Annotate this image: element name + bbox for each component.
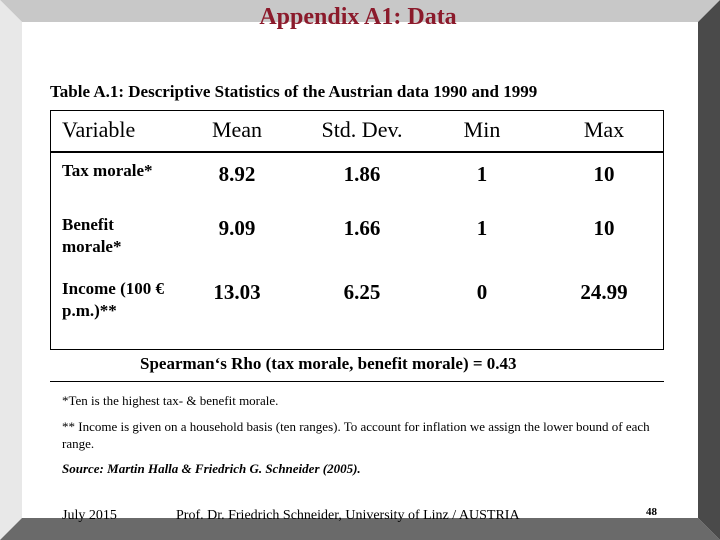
row-mean: 8.92 xyxy=(218,162,256,186)
header-max: Max xyxy=(583,117,625,142)
row-min: 0 xyxy=(476,280,488,304)
row-std-dev: 1.86 xyxy=(343,162,381,186)
row-max: 24.99 xyxy=(580,280,628,304)
footer-date: July 2015 xyxy=(62,508,117,523)
header-variable: Variable xyxy=(62,117,136,142)
row-variable: Tax morale* xyxy=(62,161,153,180)
footnote-income: ** Income is given on a household basis (ten ranges). To account for inflation we assign the lower bound of each range. xyxy=(62,419,650,451)
row-min: 1 xyxy=(476,162,488,186)
header-std-dev: Std. Dev. xyxy=(321,117,403,142)
notes-rule xyxy=(50,381,664,382)
header-mean: Mean xyxy=(211,117,263,142)
page-number: 48 xyxy=(646,506,657,518)
frame-bevel-left xyxy=(0,0,22,540)
spearman-rho: Spearman‘s Rho (tax morale, benefit morale) = 0.43 xyxy=(140,354,517,373)
table-caption: Table A.1: Descriptive Statistics of the Austrian data 1990 and 1999 xyxy=(50,82,538,101)
row-mean: 9.09 xyxy=(218,216,256,240)
header-min: Min xyxy=(463,117,501,142)
frame-bevel-right xyxy=(698,0,720,540)
row-std-dev: 6.25 xyxy=(343,280,381,304)
row-max: 10 xyxy=(593,162,615,186)
row-max: 10 xyxy=(593,216,615,240)
header-rule xyxy=(50,151,664,153)
footer-author: Prof. Dr. Friedrich Schneider, University of Linz / AUSTRIA xyxy=(176,508,520,523)
row-variable: Income (100 € p.m.)** xyxy=(62,279,164,320)
footnote-tax-morale: *Ten is the highest tax- & benefit morale. xyxy=(62,393,279,408)
row-variable: Benefit morale* xyxy=(62,215,122,256)
row-min: 1 xyxy=(476,216,488,240)
source-citation: Source: Martin Halla & Friedrich G. Schneider (2005). xyxy=(62,461,361,476)
row-std-dev: 1.66 xyxy=(343,216,381,240)
row-mean: 13.03 xyxy=(213,280,261,304)
slide-title: Appendix A1: Data xyxy=(259,4,457,30)
